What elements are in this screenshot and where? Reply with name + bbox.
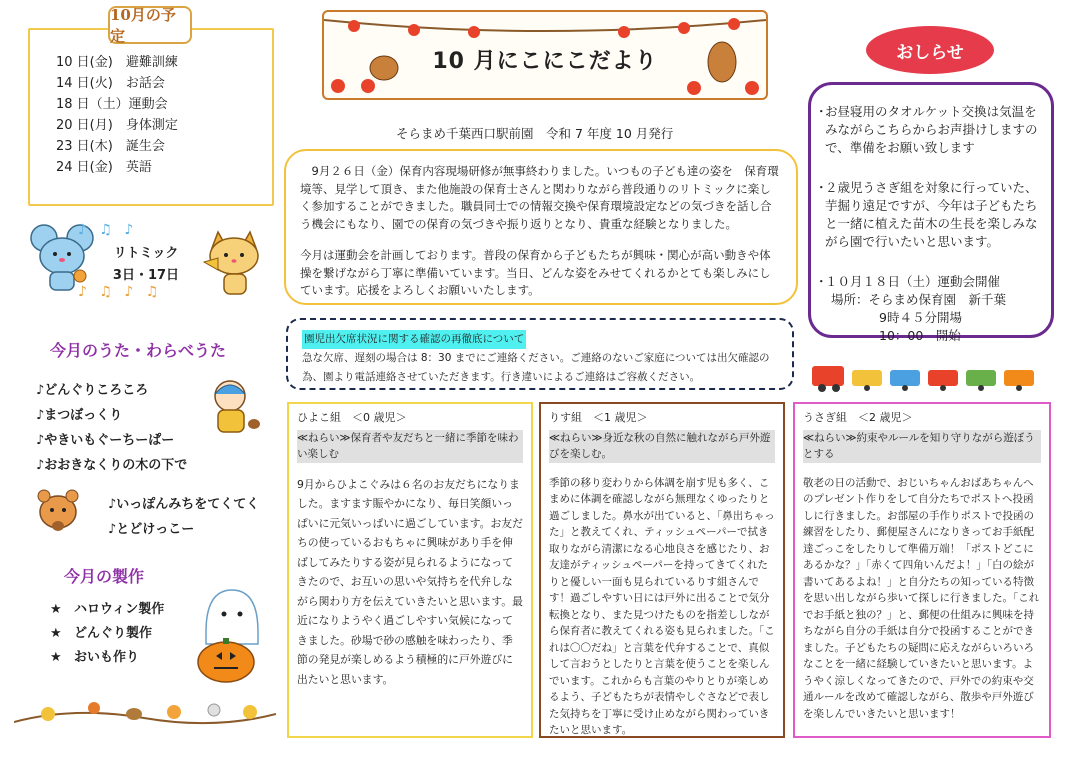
song-item: ♪まつぼっくり	[36, 408, 123, 423]
schedule-item: 20 日(月) 身体測定	[56, 118, 178, 133]
notice-heading: おしらせ	[866, 26, 994, 74]
schedule-item: 10 日(金) 避難訓練	[56, 55, 178, 70]
cat-illustration-icon	[200, 222, 274, 298]
craft-list	[50, 598, 164, 670]
event-line: 9時４５分開場	[879, 310, 962, 325]
song-item: ♪とどけっこー	[108, 522, 195, 537]
schedule-item: 18 日（土）運動会	[56, 97, 168, 112]
class-risu-panel	[539, 402, 785, 738]
event-line: １０月１８日（土）運動会開催	[825, 274, 1001, 289]
attendance-notice-title: 園児出欠席状況に関する確認の再徹底について	[302, 330, 526, 349]
newsletter-subtitle: そらまめ千葉西口駅前園 令和 7 年度 10 月発行	[396, 126, 674, 141]
notice-item: ・ ２歳児うさぎ組を対象に行っていた、芋掘り遠足ですが、今年は子どもたちと一緒に植えた苗木の生長を楽しみながら園で行いたいと思います。	[815, 180, 1038, 249]
class-name: ひよこ組 ＜0 歳児＞	[297, 411, 407, 424]
star-icon: ★	[50, 602, 62, 617]
event-line: 10：00 開始	[879, 328, 961, 343]
notice-event: ・ １０月１８日（土）運動会開催 場所：そらまめ保育園 新千葉 9時４５分開場 10：00 開始	[825, 273, 1039, 345]
squirrel-illustration-icon	[30, 486, 86, 536]
rhythm-info	[96, 243, 196, 287]
notice-box	[808, 82, 1054, 343]
rhythm-dates: 3日・17日	[112, 268, 180, 283]
attendance-notice-body: 急な欠席、遅刻の場合は 8：30 までにご連絡ください。ご連絡のないご家庭については出欠確認の為、園より電話連絡させていただきます。行き違いによるご連絡はご容赦ください。	[302, 352, 770, 383]
songs-list	[36, 378, 187, 478]
craft-title: 今月の製作	[64, 567, 145, 586]
event-line: 場所：そらまめ保育園 新千葉	[831, 292, 1007, 307]
schedule-item: 23 日(木) 誕生会	[56, 139, 165, 154]
intro-paragraph: 今月は運動会を計画しております。普段の保育から子どもたちが興味・関心が高い動きや体操を繋げながら丁寧に準備いています。当日、どんな姿をみせてくれるかとても楽しみにしています。応援をよろしくお願いいたします。	[300, 248, 771, 297]
newsletter-title: 10 月にこにこだより	[432, 49, 658, 74]
intro-message-box	[284, 149, 798, 305]
song-item: ♪いっぽんみちをてくてく	[108, 497, 260, 512]
craft-item: ★ どんぐり製作	[50, 622, 164, 646]
class-report: 敬老の日の活動で、おじいちゃんおばあちゃんへのプレゼント作りをして自分たちでポストへ投函しに行きました。お部屋の手作りポストで投函の練習をしたり、郵便屋さんになりきってお手紙配達ごっこをしたりして準備万端！「ポストどこにあるかな？」「赤くて四角いんだよ！」「白の絵が書いてあるよね！」と自分たちの知っている特徴を思い出しながら歩いて探しに行きました。「これでお手紙と独の？」と、郵便の仕組みに興味を持ちながら自分の手紙は自分で投函することができました。子どもたちの疑問に応えながらいろいろなことを一緒に経験していきたいと思います。ようやく涼しくなってきたので、戸外での約束や交通ルールを改めて確認しながら、散歩や戸外遊びを楽しんでいきたいと思います！	[803, 476, 1040, 720]
class-usagi-panel	[793, 402, 1051, 738]
songs-title: 今月のうた・わらべうた	[50, 341, 227, 360]
star-icon: ★	[50, 650, 62, 665]
schedule-list	[56, 52, 178, 178]
rhythm-title: リトミック	[113, 246, 179, 261]
child-with-acorns-icon	[200, 376, 266, 438]
train-decoration-icon	[810, 360, 1050, 394]
class-aim: ≪ねらい≫保育者や友だちと一緒に季節を味わい楽しむ	[297, 430, 523, 463]
star-icon: ★	[50, 626, 62, 641]
class-report: 季節の移り変わりから体調を崩す児も多く、こまめに体調を確認しながら無理なくゆったりと過ごしました。鼻水が出ていると、「鼻出ちゃった」と教えてくれ、ティッシュペーパーで拭き取りながら清潔になる心地良さを感じたり、お友達がティッシュペーパーを持ってきてくれたりと優しい一面も見られているりす組さんです！過ごしやすい日には戸外に出ることで気分転換となり、また見つけたものを指差ししながら保育者に教えてくれる姿も見られました。「これは〇〇だね」と言葉を代弁することで、真似して言おうとしたりと言葉を使うことを楽しんでいます。これからも言葉のやりとりが楽しめるよう、子どもたちが表情やしぐさなどで表した気持ちを丁寧に受け止めながら関わっていきたいと思います。	[549, 476, 775, 736]
class-aim: ≪ねらい≫身近な秋の自然に触れながら戸外遊びを楽しむ。	[549, 430, 775, 463]
songs-list-2	[108, 492, 259, 542]
autumn-leaves-decoration-icon	[14, 692, 276, 732]
class-name: りす組 ＜1 歳児＞	[549, 411, 648, 424]
class-aim: ≪ねらい≫約束やルールを知り守りながら遊ぼうとする	[803, 430, 1041, 463]
class-name: うさぎ組 ＜2 歳児＞	[803, 411, 913, 424]
class-report: 9月からひよこぐみは６名のお友だちになりました。ますます賑やかになり、毎日笑顔いっぱいに元気いっぱいに過ごしています。お友だちの使っているおもちゃに興味があり手を伸ばしてみたりする姿が見られるようになってきたので、お互いの思いや気持ちを代弁しながら関わり方を伝えていきたいと思います。最近になりようやく過ごしやすい気候になってきました。砂場で砂の感触を味わったり、季節の発見が楽しめるよう積極的に戸外遊びに出たいと思います。	[297, 477, 523, 686]
music-notes-icon: ♪ ♫ ♪	[78, 222, 138, 238]
ghost-pumpkin-icon	[186, 582, 266, 686]
intro-paragraph: 9月２６日（金）保育内容現場研修が無事終わりました。いつもの子ども達の姿を 保育環境等、見学して頂き、また他施設の保育士さんと関わりながら普段通りのリトミックに楽しく参加することができました。職員同士での情報交換や保育環境設定などの気づきを話し合う機会にもなり、園での保育の気づきや振り返りとなり、貴重な経験となりました。	[300, 164, 779, 231]
schedule-tag: 10月の予定	[108, 6, 192, 44]
song-item: ♪やきいもぐーちーぱー	[36, 433, 175, 448]
craft-item: ★ おいも作り	[50, 646, 164, 670]
song-item: ♪おおきなくりの木の下で	[36, 458, 188, 473]
schedule-item: 14 日(火) お話会	[56, 76, 165, 91]
craft-item: ★ ハロウィン製作	[50, 598, 164, 622]
schedule-item: 24 日(金) 英語	[56, 160, 152, 175]
notice-item: ・ お昼寝用のタオルケット交換は気温をみながらこちらからお声掛けしますので、準備をお願い致します	[815, 104, 1038, 155]
song-item: ♪どんぐりころころ	[36, 383, 149, 398]
attendance-notice-box	[286, 318, 794, 390]
music-notes-icon: ♪ ♫ ♪ ♫	[78, 284, 163, 300]
class-hiyoko-panel	[287, 402, 533, 738]
